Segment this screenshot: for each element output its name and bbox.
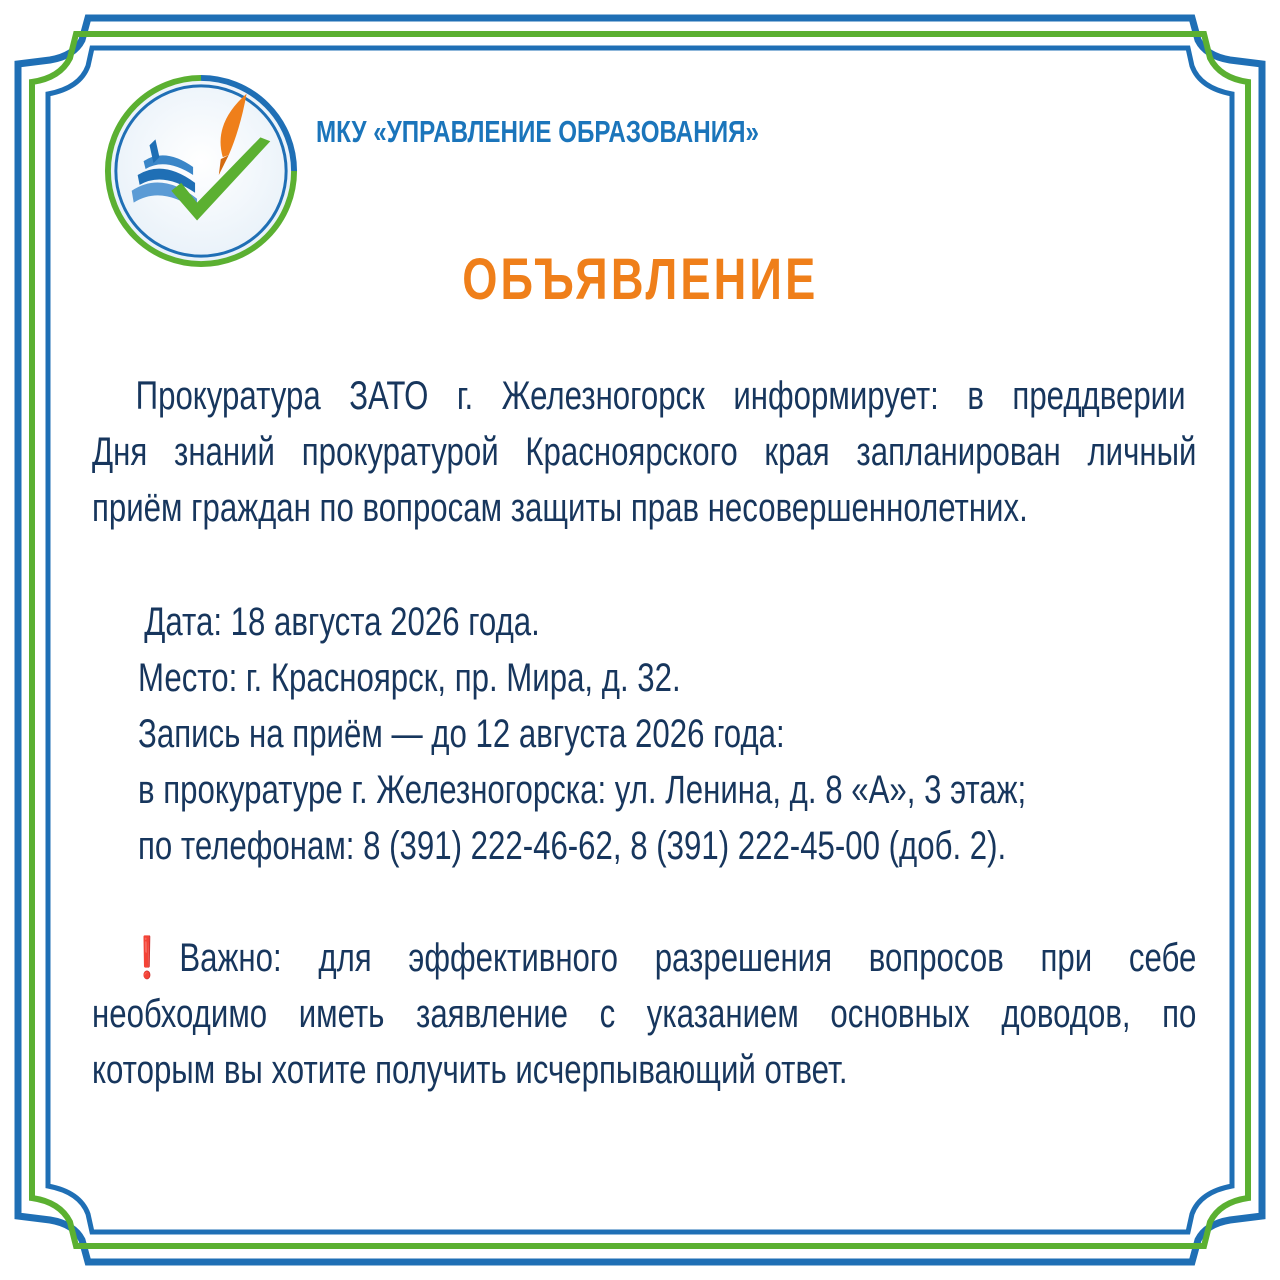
word: Прокуратура xyxy=(135,374,321,418)
word: Дня xyxy=(92,430,148,474)
word: информирует: xyxy=(733,374,939,418)
intro-paragraph xyxy=(92,368,1196,536)
word: прокуратурой xyxy=(301,430,499,474)
word: ЗАТО xyxy=(349,374,429,418)
word: указанием xyxy=(646,992,799,1036)
word: заявление xyxy=(416,992,568,1036)
word: личный xyxy=(1087,430,1197,474)
details-office: в прокуратуре г. Железногорска: ул. Ленина, д. 8 «А», 3 этаж; xyxy=(138,768,1027,812)
word: знаний xyxy=(174,430,275,474)
word: доводов, xyxy=(1001,992,1131,1036)
word: разрешения xyxy=(654,936,833,980)
word: по xyxy=(1162,992,1197,1036)
details-phones: по телефонам: 8 (391) 222-46-62, 8 (391) 222-45-00 (доб. 2). xyxy=(138,824,1007,868)
word: с xyxy=(599,992,616,1036)
word: края xyxy=(764,430,830,474)
important-line-1 xyxy=(92,930,1196,986)
word: г. xyxy=(456,374,474,418)
important-line-2 xyxy=(92,986,1197,1042)
intro-line-2-text xyxy=(92,424,1196,480)
word: Красноярского xyxy=(525,430,738,474)
intro-line-2 xyxy=(92,424,1197,480)
word: преддверии xyxy=(1012,374,1186,418)
organization-name: МКУ «УПРАВЛЕНИЕ ОБРАЗОВАНИЯ» xyxy=(316,114,759,149)
details-date: Дата: 18 августа 2026 года. xyxy=(144,600,540,644)
word: основных xyxy=(830,992,970,1036)
important-line-2-text xyxy=(92,986,1196,1042)
announcement-title xyxy=(0,246,1280,313)
exclamation-icon: ❗ xyxy=(127,936,167,980)
word: себе xyxy=(1128,936,1197,980)
word: запланирован xyxy=(856,430,1061,474)
intro-line-1-text xyxy=(136,368,1186,424)
word: при xyxy=(1040,936,1093,980)
word: Железногорск xyxy=(501,374,705,418)
open-book-checkmark-quill-logo-icon xyxy=(102,72,300,270)
word: эффективного xyxy=(408,936,618,980)
important-paragraph xyxy=(92,930,1196,1098)
details-place: Место: г. Красноярск, пр. Мира, д. 32. xyxy=(138,656,681,700)
important-line-3: которым вы хотите получить исчерпывающий ответ. xyxy=(92,1048,848,1092)
details-signup: Запись на приём — до 12 августа 2026 года: xyxy=(138,712,785,756)
word: в xyxy=(967,374,984,418)
details-block xyxy=(138,594,1198,874)
word: необходимо xyxy=(92,992,268,1036)
intro-line-3: приём граждан по вопросам защиты прав несовершеннолетних. xyxy=(92,486,1028,530)
word: вопросов xyxy=(868,936,1004,980)
important-line-1-text xyxy=(179,930,1196,986)
announcement-title-text: ОБЪЯВЛЕНИЕ xyxy=(461,247,819,312)
word: для xyxy=(318,936,372,980)
intro-line-1 xyxy=(92,368,1242,424)
word: Важно: xyxy=(179,936,282,980)
word: иметь xyxy=(298,992,385,1036)
